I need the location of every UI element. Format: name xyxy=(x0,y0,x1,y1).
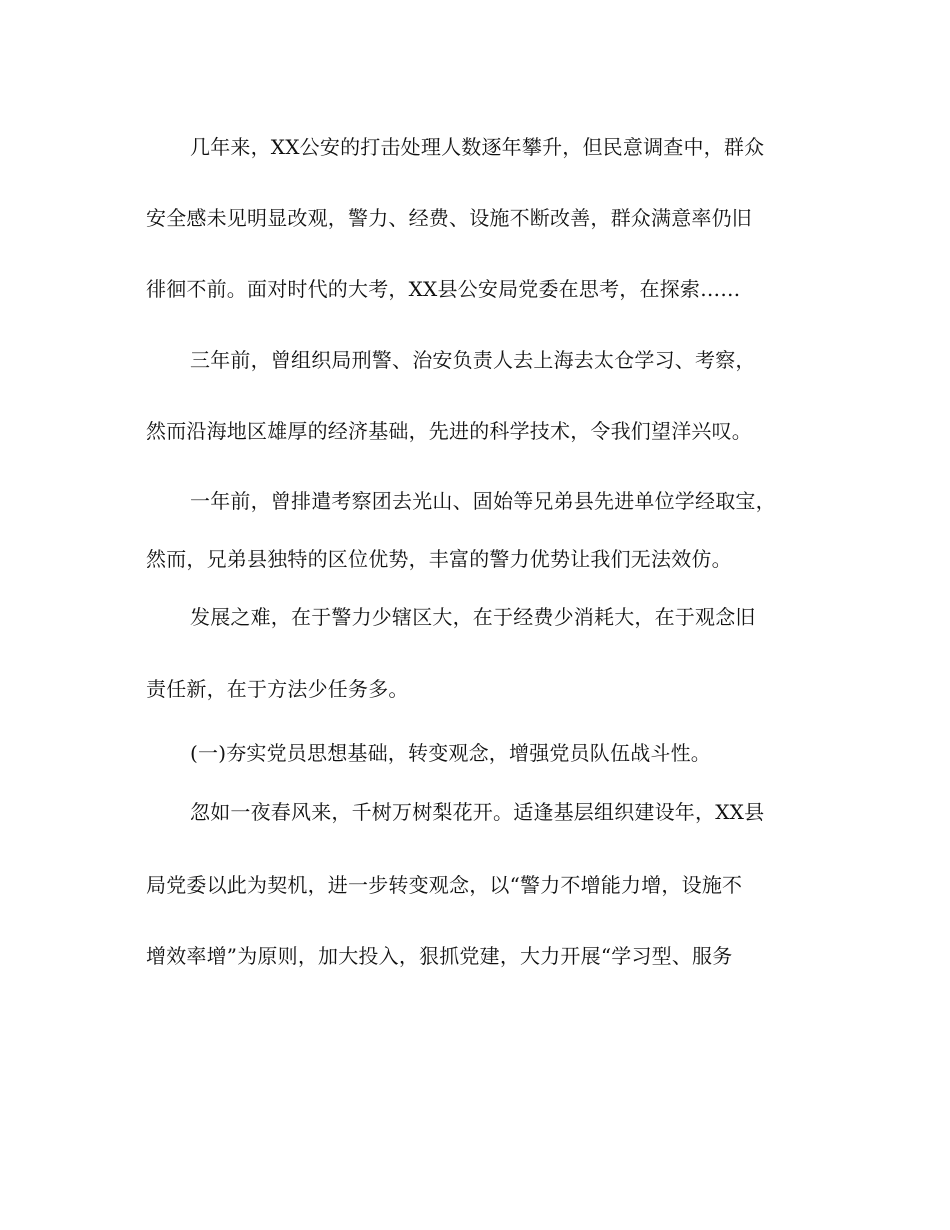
text-line-6: 一年前，曾排遣考察团去光山、固始等兄弟县先进单位学经取宝， xyxy=(190,489,776,513)
text-line-4: 三年前，曾组织局刑警、治安负责人去上海去太仓学习、考察， xyxy=(190,348,756,372)
text-line-11: 忽如一夜春风来，千树万树梨花开。适逢基层组织建设年，XX县 xyxy=(190,800,765,824)
text-line-1: 几年来，XX公安的打击处理人数逐年攀升，但民意调查中，群众 xyxy=(190,135,765,159)
text-line-3: 徘徊不前。面对时代的大考，XX县公安局党委在思考，在探索…… xyxy=(146,277,741,301)
text-line-2: 安全感未见明显改观，警力、经费、设施不断改善，群众满意率仍旧 xyxy=(146,206,752,230)
text-line-7: 然而，兄弟县独特的区位优势，丰富的警力优势让我们无法效仿。 xyxy=(146,547,732,571)
text-line-13: 增效率增”为原则，加大投入，狠抓党建，大力开展“学习型、服务 xyxy=(146,944,733,968)
text-line-9: 责任新，在于方法少任务多。 xyxy=(146,677,409,701)
text-line-12: 局党委以此为契机，进一步转变观念，以“警力不增能力增，设施不 xyxy=(146,873,743,897)
text-line-10: (一)夯实党员思想基础，转变观念，增强党员队伍战斗性。 xyxy=(190,741,712,765)
text-line-8: 发展之难，在于警力少辖区大，在于经费少消耗大，在于观念旧 xyxy=(190,605,756,629)
text-line-5: 然而沿海地区雄厚的经济基础，先进的科学技术，令我们望洋兴叹。 xyxy=(146,419,752,443)
